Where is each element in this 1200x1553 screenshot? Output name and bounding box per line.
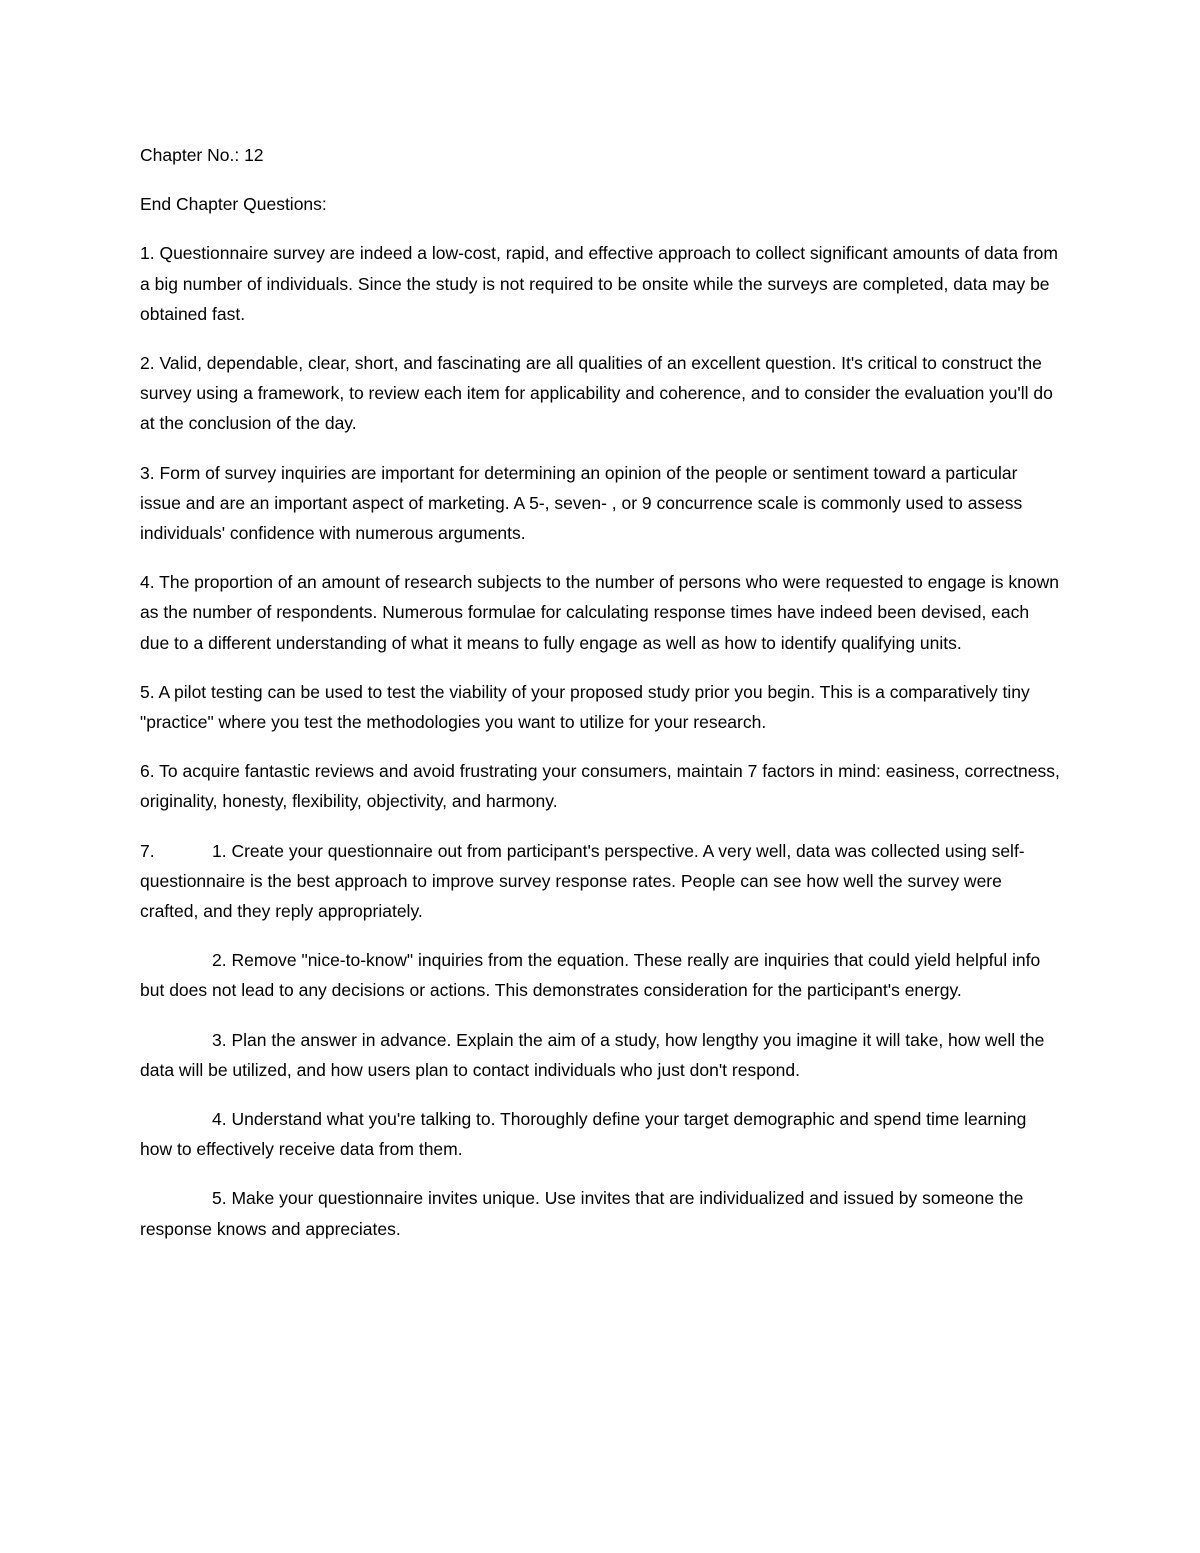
answer-4: 4. The proportion of an amount of research subjects to the number of persons who were requested to engage is known as the number of respondents. Numerous formulae for calculating response times have indeed been devised, each due to a different understanding of what it means to fully engage as well as how to identify qualifying units. (140, 572, 1059, 653)
answer-7-point-4: 4. Understand what you're talking to. Thoroughly define your target demographic and spend time learning how to effectively receive data from them. (140, 1109, 1027, 1160)
section-heading: End Chapter Questions: (140, 194, 327, 215)
answer-7-point-3: 3. Plan the answer in advance. Explain the aim of a study, how lengthy you imagine it will take, how well the data will be utilized, and how users plan to contact individuals who just don't respond. (140, 1029, 1045, 1080)
answer-7-point-5: 5. Make your questionnaire invites unique. Use invites that are individualized and issued by someone the response knows and appreciates. (140, 1188, 1024, 1239)
answer-7-point-1: 1. Create your questionnaire out from participant's perspective. A very well, data was collected using self-questionnaire is the best approach to improve survey response rates. People can see how well the survey were crafted, and they reply appropriately. (140, 840, 1025, 922)
answer-2: 2. Valid, dependable, clear, short, and fascinating are all qualities of an excellent question. It's critical to construct the survey using a framework, to review each item for applicability and coherence, and to consider the evaluation you'll do at the conclusion of the day. (140, 353, 1053, 434)
answer-5: 5. A pilot testing can be used to test the viability of your proposed study prior you begin. This is a comparatively tiny "practice" where you test the methodologies you want to utilize for your research. (140, 681, 1030, 733)
answer-3: 3. Form of survey inquiries are important for determining an opinion of the people or sentiment toward a particular issue and are an important aspect of marketing. A 5-, seven- , or 9 concurrence scale is commonly used to assess individuals' confidence with numerous arguments. (140, 462, 1023, 544)
document-body (140, 140, 1060, 1263)
answer-6: 6. To acquire fantastic reviews and avoid frustrating your consumers, maintain 7 factors in mind: easiness, correctness, originality, honesty, flexibility, objectivity, and harmony. (140, 761, 1060, 812)
answer-1: 1. Questionnaire survey are indeed a low-cost, rapid, and effective approach to collect significant amounts of data from a big number of individuals. Since the study is not required to be onsite while the surveys are completed, data may be obtained fast. (140, 243, 1058, 324)
answer-7-point-2: 2. Remove "nice-to-know" inquiries from the equation. These really are inquiries that could yield helpful info but does not lead to any decisions or actions. This demonstrates consideration for the participant's energy. (140, 950, 1041, 1001)
answer-7-number: 7. (140, 840, 155, 861)
answer-7 (140, 836, 1060, 927)
chapter-number: Chapter No.: 12 (140, 145, 264, 165)
